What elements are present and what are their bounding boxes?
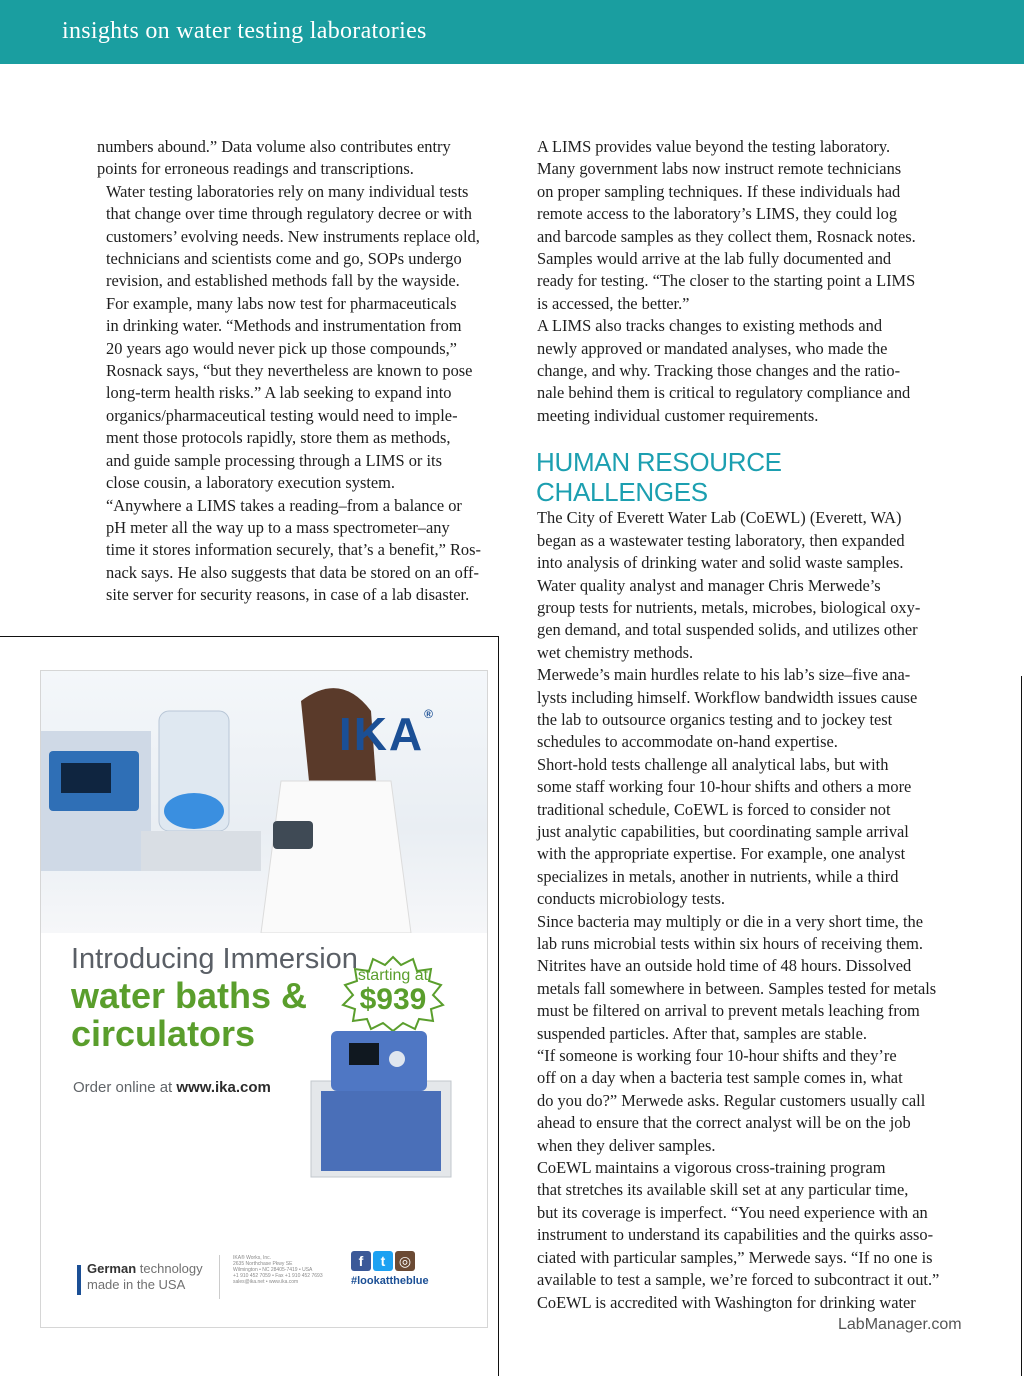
text-line: schedules to accommodate on-hand expertise. [537, 732, 838, 752]
lab-coat [261, 781, 411, 933]
ika-advertisement[interactable] [40, 670, 488, 1328]
right-column [528, 136, 958, 1314]
paragraph [528, 136, 958, 315]
text-line: close cousin, a laboratory execution system. [106, 473, 396, 493]
text-line: do you do?” Merwede asks. Regular customers usually call [537, 1090, 926, 1110]
text-line: ciated with particular samples,” Merwede says. “If no one is [537, 1247, 933, 1267]
text-line: time it stores information securely, that’s a benefit,” Ros- [106, 540, 481, 560]
text-line: into analysis of drinking water and solid waste samples. [537, 553, 904, 573]
paragraph [528, 1157, 958, 1291]
text-line: began as a wastewater testing laboratory, then expanded [537, 530, 905, 550]
text-line: conducts microbiology tests. [537, 889, 726, 909]
text-line: technicians and scientists come and go, SOPs undergo [106, 249, 462, 269]
ad-footer-divider [219, 1255, 220, 1299]
ad-address: IKA® Works, Inc. 2635 Northchase Pkwy SE Wilmington • NC 28405-7419 • USA +1 910 452 7059 • Fax +1 910 452 7693 sales@ika.net • www.ika.com [233, 1255, 323, 1285]
text-line: and barcode samples as they collect them, Rosnack notes. [537, 226, 916, 246]
text-line: that change over time through regulatory decree or with [106, 204, 472, 224]
text-line: pH meter all the way up to a mass spectrometer–any [106, 517, 450, 537]
ad-frame-right-rule [498, 636, 499, 1376]
paragraph [528, 1292, 958, 1314]
text-line: Merwede’s main hurdles relate to his lab’s size–five ana- [537, 665, 911, 685]
text-line: off on a day when a bacteria test sample comes in, what [537, 1068, 903, 1088]
paragraph [528, 1045, 958, 1157]
text-line: the lab to outsource organics testing and to jockey test [537, 709, 893, 729]
text-line: points for erroneous readings and transcriptions. [97, 159, 414, 179]
text-line: is accessed, the better.” [537, 293, 690, 313]
text-line: “If someone is working four 10-hour shifts and they’re [537, 1046, 897, 1066]
instagram-icon[interactable]: ◎ [395, 1251, 415, 1271]
instrument-display [61, 763, 111, 793]
handheld-device [273, 821, 313, 849]
text-line: on proper sampling techniques. If these individuals had [537, 181, 901, 201]
paragraph [97, 181, 497, 293]
ad-order-url[interactable]: www.ika.com [176, 1079, 271, 1096]
text-line: nack says. He also suggests that data be stored on an off- [106, 562, 479, 582]
text-line: A LIMS provides value beyond the testing laboratory. [537, 137, 891, 156]
facebook-icon[interactable]: f [351, 1251, 371, 1271]
text-line: with the appropriate expertise. For example, one analyst [537, 844, 906, 864]
ad-intro-text: Introducing Immersion [71, 943, 358, 975]
text-line: specializes in metals, another in nutrients, while a third [537, 866, 899, 886]
water-bath-product-image [291, 1021, 461, 1181]
text-line: in drinking water. “Methods and instrumentation from [106, 316, 462, 336]
text-line: The City of Everett Water Lab (CoEWL) (Everett, WA) [537, 508, 902, 528]
paragraph [528, 911, 958, 1045]
text-line: newly approved or mandated analyses, who made the [537, 338, 888, 358]
text-line: ready for testing. “The closer to the starting point a LIMS [537, 271, 916, 291]
price-badge: starting at $939 [357, 967, 429, 1016]
text-line: organics/pharmaceutical testing would need to imple- [106, 405, 458, 425]
ad-order-line: Order online at www.ika.com [73, 1079, 271, 1096]
text-line: metals fall somewhere in between. Samples tested for metals [537, 978, 937, 998]
text-line: but its coverage is imperfect. “You need experience with an [537, 1202, 928, 1222]
paragraph [97, 495, 497, 607]
text-line: A LIMS also tracks changes to existing methods and [537, 316, 883, 336]
text-line: customers’ evolving needs. New instruments replace old, [106, 226, 480, 246]
left-column [97, 136, 497, 607]
text-line: Nitrites have an outside hold time of 48 hours. Dissolved [537, 956, 912, 976]
text-line: nale behind them is critical to regulatory compliance and [537, 383, 911, 403]
text-line: meeting individual customer requirements. [537, 405, 819, 425]
text-line: wet chemistry methods. [537, 642, 694, 662]
text-line: ahead to ensure that the correct analyst will be on the job [537, 1113, 911, 1133]
text-line: Water quality analyst and manager Chris Merwede’s [537, 575, 881, 595]
text-line: CoEWL is accredited with Washington for drinking water [537, 1292, 916, 1312]
text-line: Water testing laboratories rely on many individual tests [106, 181, 469, 201]
text-line: remote access to the laboratory’s LIMS, they could log [537, 204, 898, 224]
ika-logo: IKA® [338, 707, 435, 760]
tagline-accent-bar [77, 1265, 81, 1295]
blue-liquid [164, 793, 224, 829]
circulator-display [349, 1043, 379, 1065]
paragraph [97, 293, 497, 495]
text-line: Samples would arrive at the lab fully documented and [537, 249, 892, 269]
page-edge-rule [1021, 676, 1022, 1376]
text-line: and guide sample processing through a LIMS or its [106, 450, 442, 470]
text-line: 20 years ago would never pick up those compounds,” [106, 338, 457, 358]
twitter-icon[interactable]: t [373, 1251, 393, 1271]
control-knob [389, 1051, 405, 1067]
text-line: Many government labs now instruct remote technicians [537, 159, 902, 179]
header-bar [0, 0, 1024, 64]
ad-frame-top-rule [0, 636, 499, 637]
text-line: just analytic capabilities, but coordinating sample arrival [537, 821, 909, 841]
ad-tagline: German technology made in the USA [87, 1261, 203, 1292]
text-line: Short-hold tests challenge all analytical labs, but with [537, 754, 889, 774]
text-line: some staff working four 10-hour shifts and others a more [537, 777, 912, 797]
text-line: suspended particles. After that, samples are stable. [537, 1023, 867, 1043]
text-line: Rosnack says, “but they nevertheless are known to pose [106, 361, 473, 381]
text-line: that stretches its available skill set at any particular time, [537, 1180, 909, 1200]
text-line: long-term health risks.” A lab seeking to expand into [106, 383, 452, 403]
social-icons [351, 1251, 417, 1271]
paragraph [97, 136, 497, 181]
bath-tank-front [321, 1091, 441, 1171]
paragraph [528, 507, 958, 664]
right-column-intro [528, 136, 958, 427]
ad-hashtag: #lookattheblue [351, 1275, 429, 1287]
text-line: when they deliver samples. [537, 1135, 716, 1155]
text-line: site server for security reasons, in case of a lab disaster. [106, 585, 470, 605]
text-line: traditional schedule, CoEWL is forced to consider not [537, 799, 891, 819]
footer-site-name: LabManager.com [838, 1316, 962, 1333]
right-column-body [528, 507, 958, 1314]
text-line: CoEWL maintains a vigorous cross-training program [537, 1158, 886, 1178]
text-line: ment those protocols rapidly, store them as methods, [106, 428, 451, 448]
text-line: gen demand, and total suspended solids, and utilizes other [537, 620, 918, 640]
text-line: numbers abound.” Data volume also contributes entry [97, 137, 451, 156]
text-line: revision, and established methods fall by the wayside. [106, 271, 460, 291]
paragraph [528, 664, 958, 754]
text-line: available to test a sample, we’re forced to subcontract it out.” [537, 1270, 940, 1290]
stand-base [141, 831, 261, 871]
paragraph [528, 315, 958, 427]
paragraph [528, 754, 958, 911]
text-line: instrument to understand its capabilities and the quirks asso- [537, 1225, 934, 1245]
text-line: must be filtered on arrival to prevent metals leaching from [537, 1001, 920, 1021]
section-heading: HUMAN RESOURCE CHALLENGES [536, 447, 782, 508]
text-line: Since bacteria may multiply or die in a very short time, the [537, 911, 923, 931]
ad-product-name: water baths & circulators [71, 975, 308, 1054]
text-line: For example, many labs now test for pharmaceuticals [106, 293, 457, 313]
text-line: lysts including himself. Workflow bandwidth issues cause [537, 687, 918, 707]
text-line: change, and why. Tracking those changes and the ratio- [537, 361, 901, 381]
text-line: “Anywhere a LIMS takes a reading–from a balance or [106, 495, 462, 515]
text-line: lab runs microbial tests within six hours of receiving them. [537, 934, 924, 953]
header-title: insights on water testing laboratories [62, 18, 427, 44]
text-line: group tests for nutrients, metals, microbes, biological oxy- [537, 597, 921, 617]
